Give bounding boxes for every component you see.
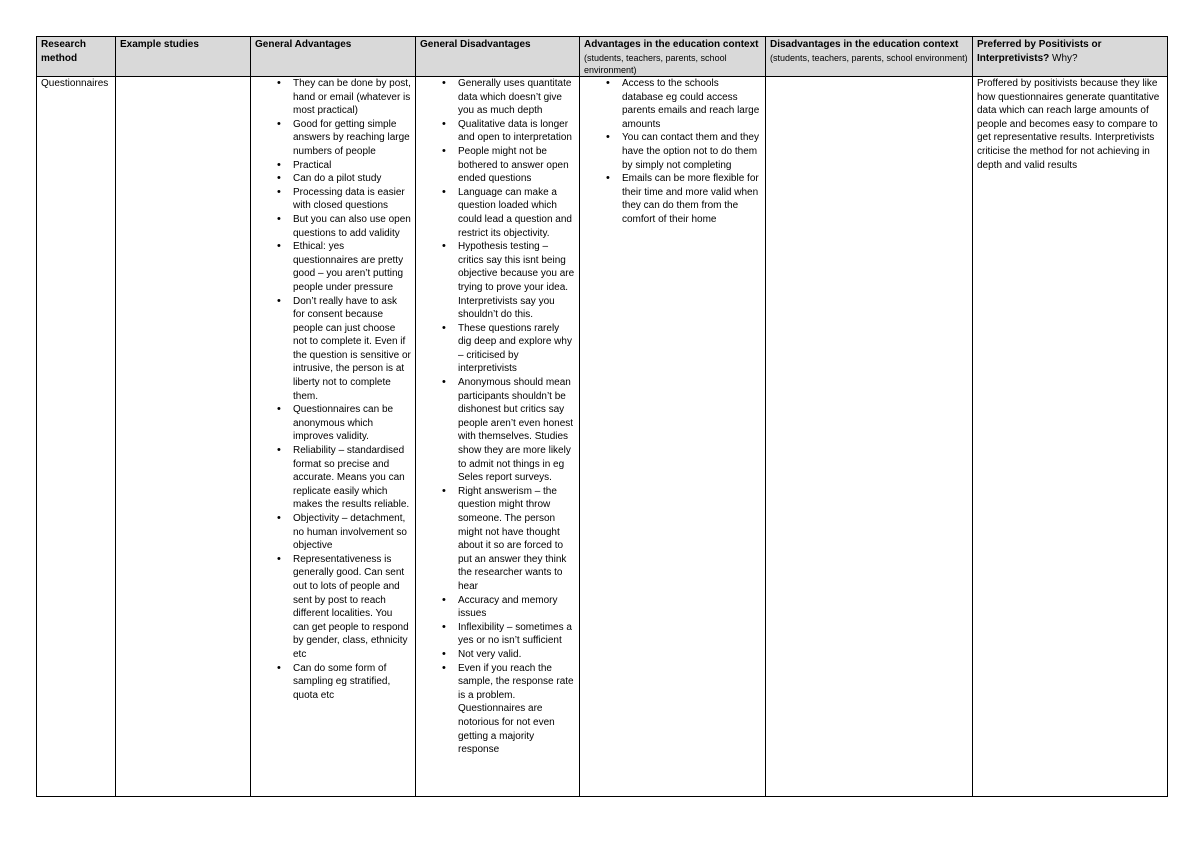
header-edu-disadvantages <box>766 37 973 77</box>
cell-general-advantages <box>251 77 416 797</box>
list-item: • People might not be bothered to answer open ended questions <box>458 145 575 186</box>
list-item: • Can do a pilot study <box>293 172 411 186</box>
header-title: Example studies <box>120 39 199 50</box>
cell-example-studies <box>116 77 251 797</box>
header-title: Advantages in the education context <box>584 39 759 50</box>
list-item: • They can be done by post, hand or email (whatever is most practical) <box>293 77 411 118</box>
header-example-studies <box>116 37 251 77</box>
list-item: • Representativeness is generally good. Can sent out to lots of people and sent by post to reach different localities. You can get people to respond by gender, class, ethnicity etc <box>293 553 411 662</box>
list-item: • Not very valid. <box>458 648 575 662</box>
header-subtitle: (students, teachers, parents, school environment) <box>770 52 968 63</box>
header-general-advantages <box>251 37 416 77</box>
header-title: Preferred by Positivists or Interpretivists? <box>977 39 1102 64</box>
general-advantages-list <box>255 77 411 702</box>
header-preferred-by <box>973 37 1168 77</box>
list-item: • Questionnaires can be anonymous which improves validity. <box>293 403 411 444</box>
header-general-disadvantages <box>416 37 580 77</box>
list-item: • Language can make a question loaded which could lead a question and restrict its objectivity. <box>458 186 575 240</box>
cell-preferred-by <box>973 77 1168 797</box>
research-methods-table <box>36 36 1168 797</box>
method-label: Questionnaires <box>41 78 109 89</box>
list-item: • Good for getting simple answers by reaching large numbers of people <box>293 118 411 159</box>
list-item: • Qualitative data is longer and open to interpretation <box>458 118 575 145</box>
cell-edu-advantages <box>580 77 766 797</box>
list-item: • Objectivity – detachment, no human involvement so objective <box>293 512 411 553</box>
cell-general-disadvantages <box>416 77 580 797</box>
list-item: • Generally uses quantitate data which doesn’t give you as much depth <box>458 77 575 118</box>
list-item: • Hypothesis testing – critics say this isnt being objective because you are trying to prove your idea. Interpretivists say you shouldn’t do this. <box>458 240 575 322</box>
header-title: Disadvantages in the education context <box>770 39 959 50</box>
list-item: • Even if you reach the sample, the response rate is a problem. Questionnaires are notorious for not even getting a majority response <box>458 662 575 757</box>
header-edu-advantages <box>580 37 766 77</box>
list-item: • Right answerism – the question might throw someone. The person might not have thought about it so are forced to put an answer they think the researcher wants to hear <box>458 485 575 594</box>
list-item: • Inflexibility – sometimes a yes or no isn’t sufficient <box>458 621 575 648</box>
header-subtitle: (students, teachers, parents, school environment) <box>584 52 727 75</box>
cell-method <box>37 77 116 797</box>
list-item: • Reliability – standardised format so precise and accurate. Means you can replicate easily which makes the results reliable. <box>293 444 411 512</box>
general-disadvantages-list <box>420 77 575 757</box>
list-item: • Anonymous should mean participants shouldn’t be dishonest but critics say people aren’t even honest with themselves. Studies show they are more likely to admit not things in eg Seles report surveys. <box>458 376 575 485</box>
list-item: • Processing data is easier with closed questions <box>293 186 411 213</box>
preferred-by-text: Proffered by positivists because they like how questionnaires generate quantitative data which can reach large amounts of people and becomes easy to compare to get representative results. Interpretivists criticise the method for not achieving in depth and valid results <box>977 78 1160 171</box>
list-item: • Accuracy and memory issues <box>458 594 575 621</box>
header-row <box>37 37 1168 77</box>
header-subtitle: Why? <box>1052 52 1078 64</box>
list-item: • Emails can be more flexible for their time and more valid when they can do them from the comfort of their home <box>622 172 761 226</box>
table-row <box>37 77 1168 797</box>
header-research-method <box>37 37 116 77</box>
list-item: • These questions rarely dig deep and explore why – criticised by interpretivists <box>458 322 575 376</box>
list-item: • Can do some form of sampling eg stratified, quota etc <box>293 662 411 703</box>
list-item: • Don’t really have to ask for consent because people can just choose not to complete it. Even if the question is sensitive or intrusive, the person is at liberty not to complete them. <box>293 295 411 404</box>
header-title: General Advantages <box>255 39 352 50</box>
header-title: General Disadvantages <box>420 39 531 50</box>
list-item: • But you can also use open questions to add validity <box>293 213 411 240</box>
list-item: • Access to the schools database eg could access parents emails and reach large amounts <box>622 77 761 131</box>
cell-edu-disadvantages <box>766 77 973 797</box>
list-item: • Ethical: yes questionnaires are pretty good – you aren’t putting people under pressure <box>293 240 411 294</box>
edu-advantages-list <box>584 77 761 227</box>
list-item: • You can contact them and they have the option not to do them by simply not completing <box>622 131 761 172</box>
list-item: • Practical <box>293 159 411 173</box>
header-title: Research method <box>41 39 87 64</box>
